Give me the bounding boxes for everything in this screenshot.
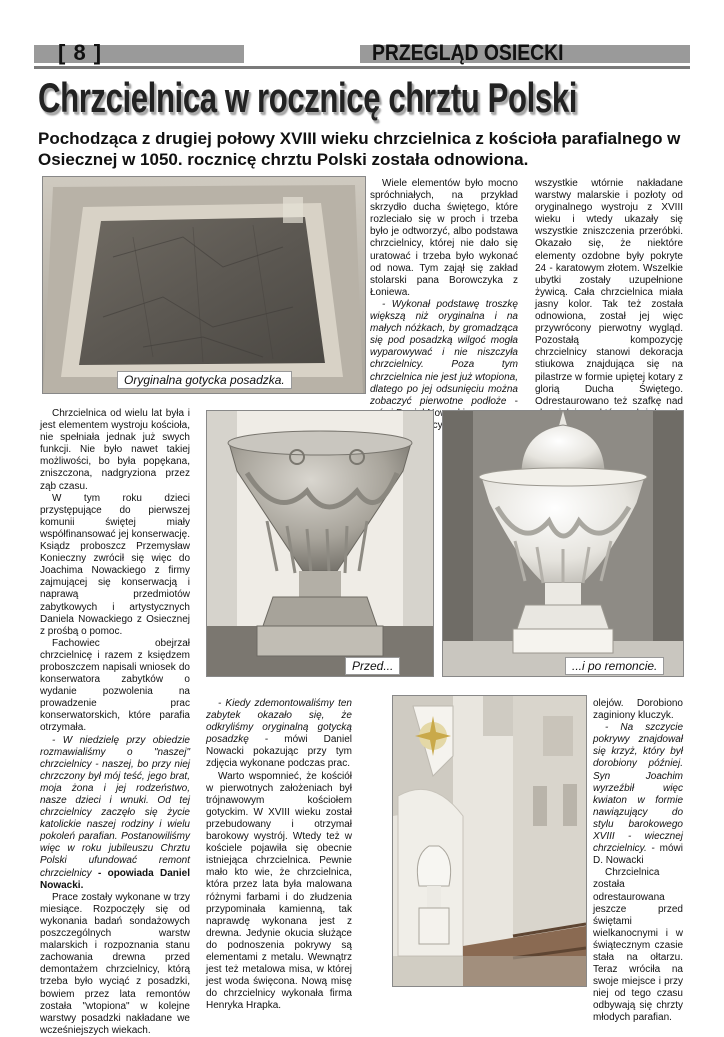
- quote: - W niedzielę przy obiedzie rozmawialiśmy o "naszej" chrzcielnicy - naszej, bo przy niej chrzczony był mój teść, jego brat, moja żona i jej rodzeństwo, nasze dzieci i wnuki. Od tej chrzcielnicy zaczęło się życie katolickie naszej rodziny i wielu pokoleń parafian. Postanowiliśmy więc w roku jubileuszu Chrztu Polski ufundować remont chrzcielnicy: [40, 734, 190, 879]
- church-interior-image: [393, 696, 586, 986]
- paragraph: [593, 722, 683, 867]
- attribution: - mówi Daniel Nowacki pokazując przy tym zdjęcia wykonane podczas prac.: [206, 734, 352, 770]
- paragraph: Fachowiec obejrzał chrzcielnicę i razem z księdzem proboszczem napisali wniosek do konserwatora zabytków o wydanie pozwolenia na prowadzenie prac konserwatorskich, które parafia otrzymała.: [40, 637, 190, 734]
- paragraph: Wiele elementów było mocno spróchniałych, na przykład skrzydło ducha świętego, które rozleciało się w proch i trzeba było je odtworzyć, albo podstawa chrzcielnicy, której nie dało się uratować i trzeba było wykonać od nowa. Tym zajął się zakład stolarski pana Borowczyka z Łoniewa.: [370, 178, 518, 298]
- church-interior-photo: [392, 695, 587, 987]
- paragraph: W tym roku dzieci przystępujące do pierwszej komunii świętej miały współfinansować jej konserwację. Ksiądz proboszcz Przemysław Konieczny zwrócił się więc do Joachima Nowackiego z firmy zajmującej się konserwacją i naprawą przedmiotów zabytkowych i artystycznych Daniela Nowackiego z Osiecznej z prośbą o pomoc.: [40, 492, 190, 637]
- header-rule: [34, 66, 690, 69]
- column-top-right: [535, 178, 683, 432]
- floor-image: [43, 177, 365, 393]
- column-left: [40, 408, 190, 1037]
- article-title: Chrzcielnica w rocznicę chrztu Polski: [38, 74, 578, 121]
- paragraph: [40, 735, 190, 892]
- after-photo: [442, 410, 684, 677]
- font-after-image: [443, 411, 683, 676]
- quote: - Wykonał podstawę troszkę większą niż oryginalna i na małych nóżkach, by gromadząca się pod posadzką wilgoć mogła wyparowywać i nie niszczyła chrzcielnicy. Poza tym chrzcielnica nie jest już wtopiona, dlatego po jej odsunięciu można zobaczyć pierwotne podłoże: [370, 298, 518, 407]
- column-top-middle: [370, 178, 518, 432]
- before-photo-caption: Przed...: [345, 657, 400, 675]
- floor-photo-caption: Oryginalna gotycka posadzka.: [117, 371, 292, 389]
- paragraph: [206, 698, 352, 771]
- paragraph: Chrzcielnica od wielu lat była i jest elementem wystroju kościoła, nie spełniała jednak już swych funkcji. Nie było nawet takiej możliwości, bo była popękana, zniszczona, nadgryziona przez ząb czasu.: [40, 408, 190, 492]
- paragraph: [370, 299, 518, 420]
- column-bottom-right: [593, 698, 683, 1025]
- paragraph: wszystkie wtórnie nakładane warstwy malarskie i pozłoty od oryginalnego wystroju z XVIII wieku i wtedy ukazały się wszystkie zniszczenia przeróbki. Okazało się, że niektóre elementy ozdobne były pokryte 24 - karatowym złotem. Wszelkie ubytki zostały uzupełnione żywicą. Cała chrzcielnica miała jasny kolor. Tak też została odnowiona, został jej więc przywrócony pierwotny wygląd. Pozostałą kompozycję chrzcielnicy stanowi dekoracja stiukowa znajdująca się na pilastrze w formie upiętej kotary z glorią Ducha Świętego. Odrestaurowano też szafkę nad: [535, 178, 683, 407]
- column-bottom-middle: [206, 698, 352, 1012]
- page-number: [ 8 ]: [58, 40, 103, 65]
- attribution: -: [514, 395, 518, 407]
- paragraph: Chrzcielnica została odrestaurowana jeszcze przed świętami wielkanocnymi i w świątecznym czasie stała na ołtarzu. Teraz wróciła na swoje miejsce i przy niej od tego czasu odbywają się chrzty młodych parafian.: [593, 867, 683, 1024]
- after-photo-caption: ...i po remoncie.: [565, 657, 664, 675]
- article-lead: Pochodząca z drugiej połowy XVIII wieku chrzcielnica z kościoła parafialnego w Osiecznej w 1050. rocznicę chrztu Polski została odnowiona.: [38, 129, 681, 169]
- before-photo: [206, 410, 434, 677]
- quote: - Na szczycie pokrywy znajdował się krzyż, który był dorobiony później. Syn Joachim wyrzeźbił więc kwiaton w formie nawiązujący do stylu barokowego XVIII - wiecznej chrzcielnicy.: [593, 722, 683, 855]
- attribution: - mówi D. Nowacki: [593, 843, 683, 867]
- paragraph: Warto wspomnieć, że kościół w pierwotnych założeniach był trójnawowym kościołem gotyckim. W XVIII wieku został przebudowany i otrzymał barokowy wystrój. Wtedy też w kościele pojawiła się obecnie istniejąca chrzcielnica. Pewnie mało kto wie, że chrzcielnica, która przez lata była malowana różnymi farbami i do złudzenia przypominała kamienną, tak naprawdę wykonana jest z drewna. Jedynie okucia służące do podnoszenia pokrywy są elementami z metalu. Wewnątrz jest też metalowa misa, w której jest woda święcona. Nową misę do chrzcielnicy wykonała firma Henryka Hrapka.: [206, 770, 352, 1012]
- paragraph: olejów. Dorobiono zaginiony kluczyk.: [593, 698, 683, 722]
- font-before-image: [207, 411, 433, 676]
- paragraph: Prace zostały wykonane w trzy miesiące. Rozpoczęły się od wykonania badań sondażowych poszczególnych warstw malarskich i rozpoznania stanu zachowania drewna przed demontażem chrzcielnicy, którą trzeba było wyciąć z posadzki, bowiem przez lata remontów została "wtopiona" w kolejne warstwy posadzki nakładane we wcześniejszych wiekach.: [40, 891, 190, 1036]
- attribution: - opowiada Daniel Nowacki.: [40, 867, 190, 891]
- floor-photo: [42, 176, 366, 394]
- masthead: PRZEGLĄD OSIECKI: [372, 40, 564, 65]
- quote: - Kiedy zdemontowaliśmy ten zabytek okazało się, że odkryliśmy oryginalną gotycką posadzkę: [206, 698, 352, 746]
